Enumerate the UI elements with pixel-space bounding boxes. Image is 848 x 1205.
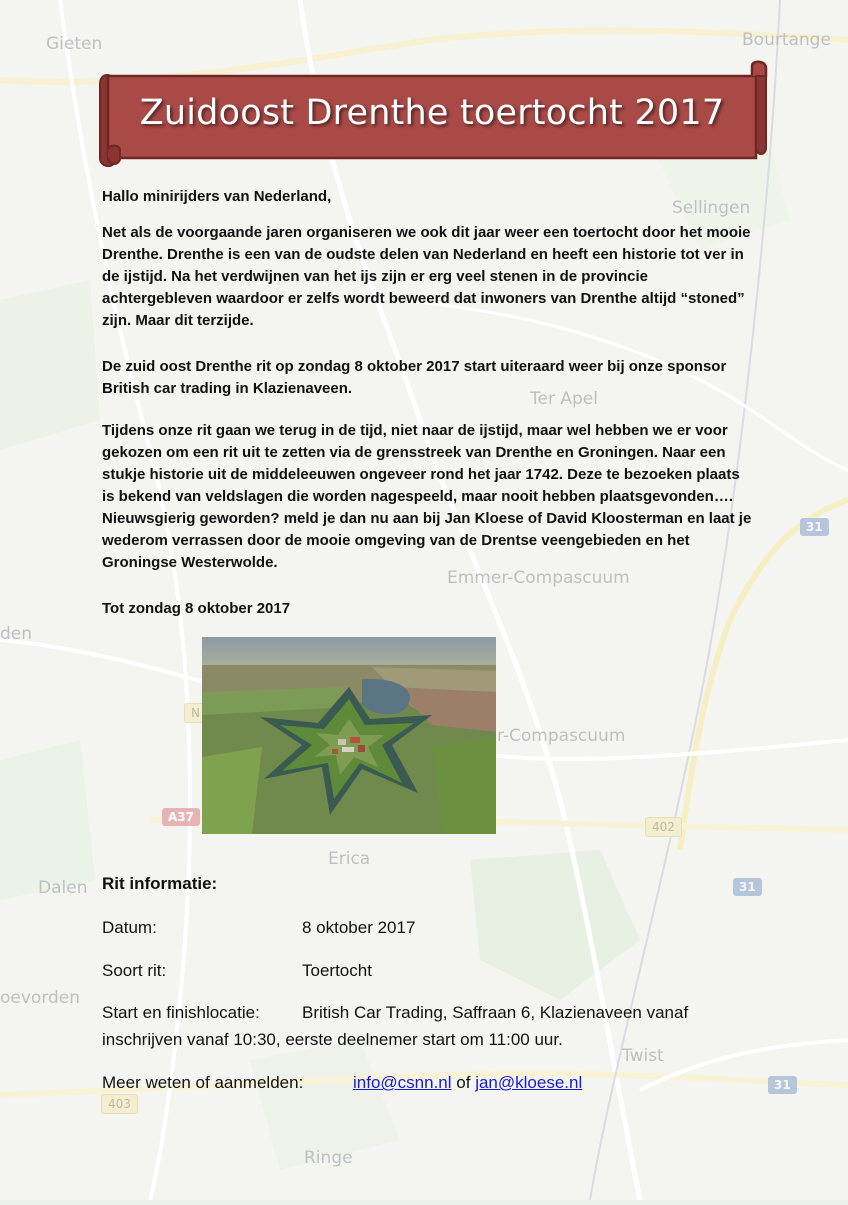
road-shield-31-a: 31 (800, 518, 829, 536)
banner-title: Zuidoost Drenthe toertocht 2017 (139, 93, 725, 133)
map-label-compascuum-partial: r-Compascuum (497, 726, 626, 746)
contact-connector: of (456, 1073, 471, 1092)
email-link-kloese[interactable]: jan@kloese.nl (475, 1073, 583, 1092)
map-label-ringe: Ringe (304, 1148, 353, 1168)
road-shield-403: 403 (101, 1094, 138, 1114)
soort-rit-label: Soort rit: (102, 961, 167, 980)
fortress-aerial-image (202, 637, 496, 834)
road-shield-402: 402 (645, 817, 682, 837)
greeting: Hallo minirijders van Nederland, (102, 188, 332, 205)
map-label-twist: Twist (622, 1046, 664, 1066)
road-shield-a37: A37 (162, 808, 200, 826)
title-banner (96, 58, 772, 168)
closing-line: Tot zondag 8 oktober 2017 (102, 600, 291, 617)
map-label-bourtange: Bourtange (742, 30, 831, 50)
story-paragraph: Tijdens onze rit gaan we terug in de tijd, niet naar de ijstijd, maar wel hebben we er voor gekozen om een rit uit te zetten via de grensstreek van Drenthe en Groningen. Naar een stukje historie uit de middeleeuwen ongeveer rond het jaar 1742. Deze te bezoeken plaats is bekend van veldslagen die worden nagespeeld, maar nooit hebben plaatsgevonden…. Nieuwsgierig geworden? meld je dan nu aan bij Jan Kloese of David Kloosterman en laat je wederom verrassen door de mooie omgeving van de Drentse veengebieden en het Groningse Westerwolde. (102, 422, 752, 571)
contact-label: Meer weten of aanmelden: (102, 1073, 304, 1092)
start-finish-label: Start en finishlocatie: (102, 1003, 260, 1022)
map-label-gieten: Gieten (46, 34, 103, 54)
start-finish-value: British Car Trading, Saffraan 6, Klazienaveen vanaf (302, 1003, 689, 1022)
start-paragraph: De zuid oost Drenthe rit op zondag 8 oktober 2017 start uiteraard weer bij onze sponsor British car trading in Klazienaveen. (102, 358, 727, 397)
fortress-photo (202, 637, 496, 834)
start-finish-value-continued: inschrijven vanaf 10:30, eerste deelnemer start om 11:00 uur. (102, 1030, 563, 1049)
map-label-ter-apel: Ter Apel (530, 389, 598, 409)
datum-label: Datum: (102, 918, 157, 937)
datum-value: 8 oktober 2017 (302, 918, 416, 937)
rit-informatie-heading: Rit informatie: (102, 874, 218, 893)
map-label-emmen-partial: den (0, 624, 33, 644)
road-shield-n: N (184, 703, 207, 723)
map-label-coevorden: oevorden (0, 988, 81, 1008)
road-shield-31-c: 31 (768, 1076, 797, 1094)
road-shield-31-b: 31 (733, 878, 762, 896)
contact-links (353, 1073, 582, 1093)
map-label-dalen: Dalen (38, 878, 88, 898)
email-link-csnn[interactable]: info@csnn.nl (353, 1073, 452, 1092)
map-label-erica: Erica (328, 849, 371, 869)
intro-paragraph: Net als de voorgaande jaren organiseren we ook dit jaar weer een toertocht door het mooie Drenthe. Drenthe is een van de oudste delen van Nederland en heeft een historie tot ver in de ijstijd. Na het verdwijnen van het ijs zijn er erg veel stenen in de provincie achtergebleven waardoor er zelfs wordt beweerd dat inwoners van Drenthe altijd “stoned” zijn. Maar dit terzijde. (102, 224, 751, 329)
map-label-sellingen: Sellingen (672, 198, 751, 218)
map-label-emmer-compascuum: Emmer-Compascuum (447, 568, 630, 588)
soort-rit-value: Toertocht (302, 961, 372, 980)
